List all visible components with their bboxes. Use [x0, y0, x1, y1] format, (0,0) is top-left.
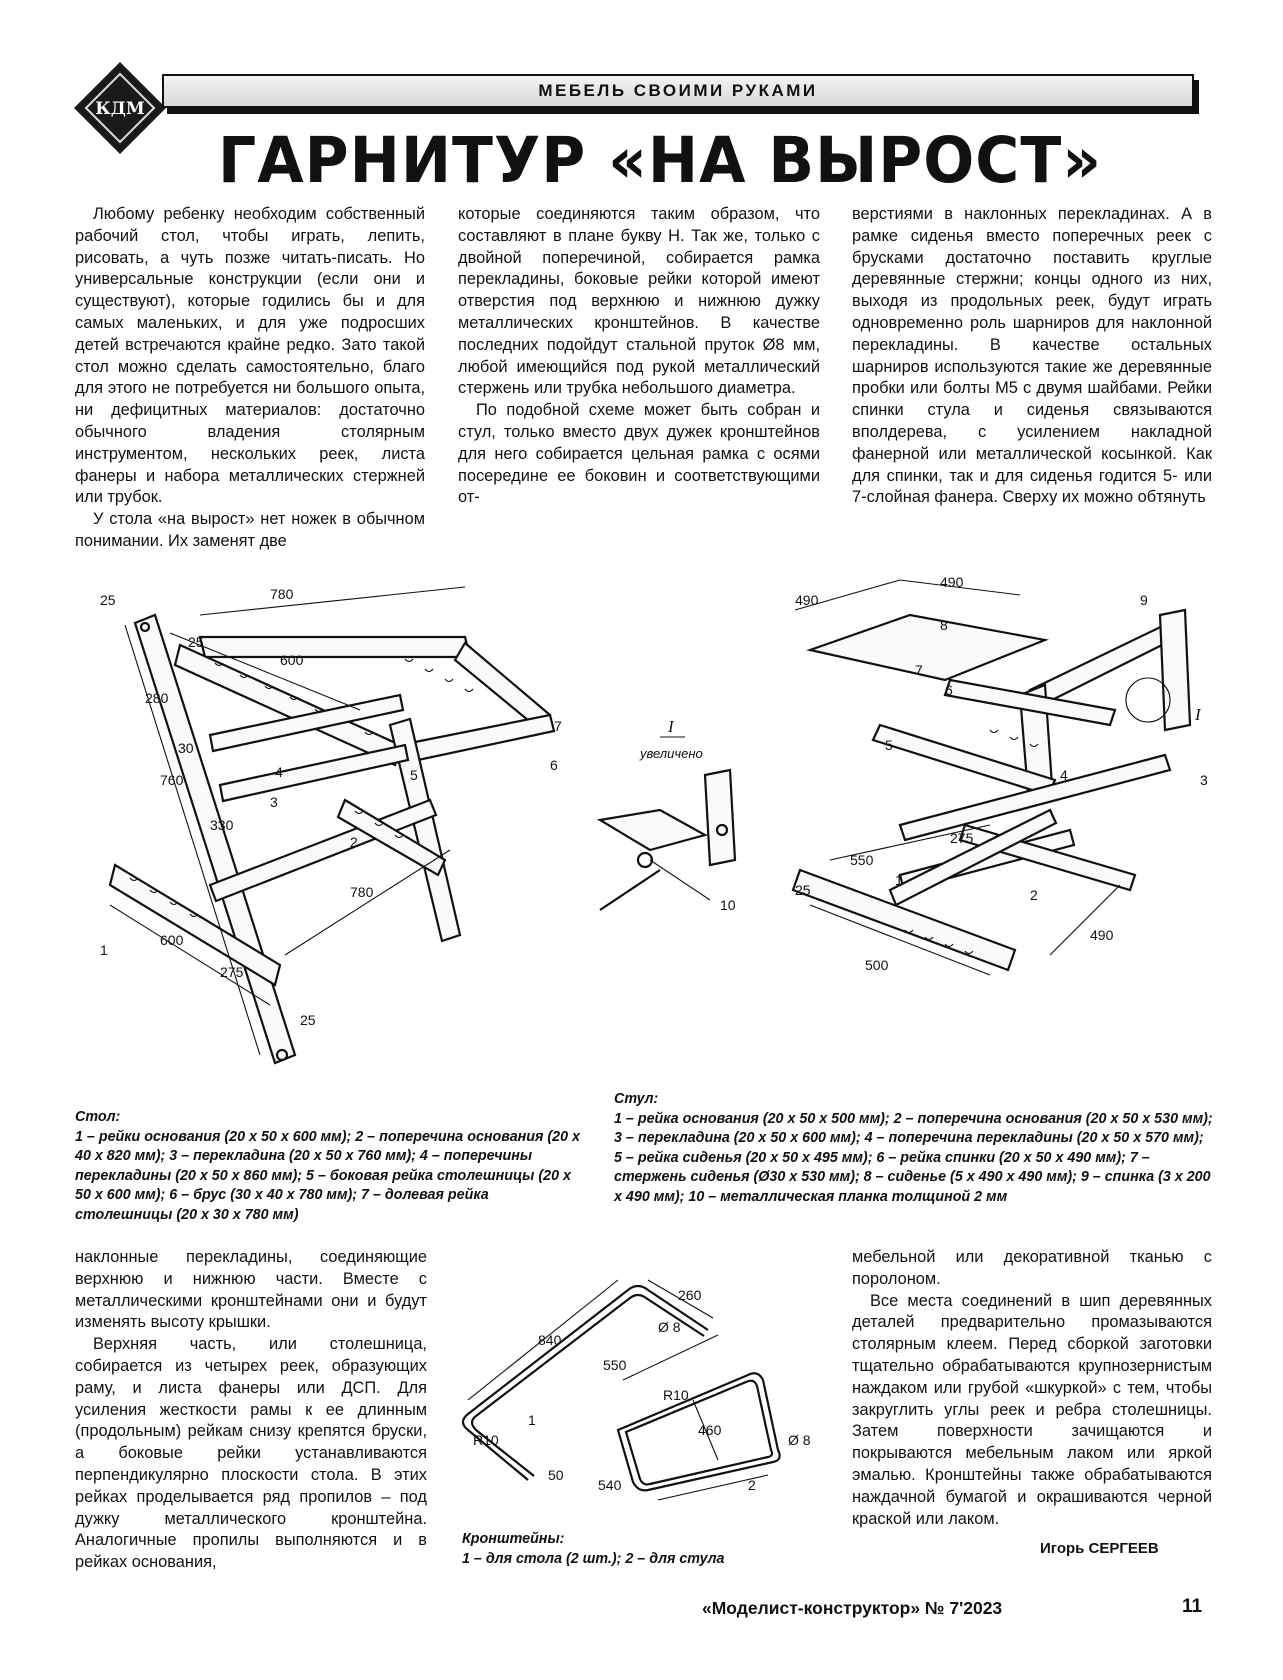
- caption-head: Стол:: [75, 1109, 121, 1125]
- caption-head: Кронштейны:: [462, 1531, 565, 1547]
- dim-r10-b: R10: [663, 1387, 689, 1403]
- dim-275: 275: [950, 830, 974, 846]
- text-column-2: [458, 204, 820, 509]
- caption-body: 1 – рейка основания (20 х 50 х 500 мм); 2 – поперечина основания (20 х 50 х 530 мм); 3 – перекладина (20 х 50 х 600 мм); 4 – поперечина перекладины (20 х 50 х 570 мм); 5 – рейка сиденья (20 х 50 х 495 мм); 6 – рейка спинки (20 х 50 х 490 мм); 7 – стержень сиденья (Ø30 х 530 мм); 8 – сиденье (5 х 490 х 490 мм); 9 – спинка (3 х 200 х 490 мм); 10 – металлическая планка толщиной 2 мм: [614, 1110, 1213, 1205]
- label-3: 3: [270, 794, 278, 810]
- label-9: 9: [1140, 592, 1148, 608]
- dim-30: 30: [178, 740, 194, 756]
- caption-body: 1 – рейки основания (20 х 50 х 600 мм); 2 – поперечина основания (20 х 40 х 820 мм); 3 – перекладина (20 х 50 х 760 мм); 4 – поперечины перекладины (20 х 50 х 860 мм); 5 – боковая рейка столешницы (20 х 50 х 600 мм); 6 – брус (30 х 40 х 780 мм); 7 – долевая рейка столешницы (20 х 30 х 780 мм): [75, 1128, 581, 1223]
- article-title: ГАРНИТУР «НА ВЫРОСТ»: [217, 124, 1103, 198]
- paragraph: У стола «на вырост» нет ножек в обычном понимании. Их заменят две: [75, 510, 425, 550]
- chair-back-top-9: [1030, 620, 1182, 705]
- detail-mark: I: [1195, 705, 1201, 724]
- chair-back-rail-right: [1160, 610, 1190, 730]
- caption-body: 1 – для стола (2 шт.); 2 – для стула: [462, 1550, 725, 1567]
- dim-840: 840: [538, 1332, 562, 1348]
- label-4: 4: [275, 764, 283, 780]
- label-4: 4: [1060, 767, 1068, 783]
- label-2: 2: [350, 834, 358, 850]
- rubric-bar: [162, 74, 1194, 108]
- label-1: 1: [895, 872, 903, 888]
- label-2: 2: [1030, 887, 1038, 903]
- label-1: 1: [100, 942, 108, 958]
- dim-25: 25: [795, 882, 811, 898]
- chair-drawing: [790, 575, 1220, 1075]
- author-name: Игорь СЕРГЕЕВ: [1040, 1540, 1159, 1557]
- detail-mark: I: [668, 717, 674, 736]
- caption-table: [75, 1108, 585, 1226]
- dim-780-top: 780: [270, 586, 294, 602]
- table-drawing: [70, 585, 590, 1100]
- label-6: 6: [550, 757, 558, 773]
- label-2: 2: [748, 1477, 756, 1493]
- chair-seat-8: [810, 615, 1045, 680]
- paragraph: Все места соединений в шип деревянных деталей предварительно промазываются столярным клеем. Перед сборкой заготовки тщательно обрабатываются крупнозернистым наждаком или грубой «шкуркой» с тем, чтобы закруглить углы реек и ребра столешницы. Затем поверхности зачищаются и покрываются мебельным лаком или яркой эмалью. Кронштейны также обрабатываются наждачной бумагой и окрашиваются черной краской или лаком.: [852, 1291, 1212, 1528]
- label-1: 1: [528, 1412, 536, 1428]
- logo-text: КДМ: [95, 99, 145, 119]
- label-8: 8: [940, 617, 948, 633]
- paragraph: По подобной схеме может быть собран и стул, только вместо двух дужек кронштейнов для него собирается цельная рамка с осями посередине ее боковин и соответствующими от-: [458, 401, 820, 507]
- table-rail-front-6: [400, 715, 554, 763]
- text-column-6: [852, 1247, 1212, 1530]
- paragraph: Верхняя часть, или столешница, собирается из четырех реек, образующих раму, и листа фанеры или ДСП. Для усиления жесткости рамы к ее длинным (продольным) рейкам снизу крепятся бруски, а боковые рейки устанавливаются перпендикулярно плоскости стола. В этих рейках проделывается ряд пропилов – под дужку металлического кронштейна. Аналогичные пропилы выполняются и в рейках основания,: [75, 1335, 427, 1572]
- label-3: 3: [1200, 772, 1208, 788]
- caption-brackets: [462, 1530, 822, 1569]
- label-7: 7: [554, 718, 562, 734]
- label-5: 5: [885, 737, 893, 753]
- dim-dia8-a: Ø 8: [658, 1319, 681, 1335]
- dim-25-in: 25: [188, 634, 204, 650]
- dim-550: 550: [603, 1357, 627, 1373]
- detail-note: увеличено: [640, 746, 703, 761]
- dim-r10-a: R10: [473, 1432, 499, 1448]
- label-6: 6: [945, 682, 953, 698]
- paragraph: Любому ребенку необходим собственный рабочий стол, чтобы играть, лепить, рисовать, а чуть позже читать-писать. Но универсальные конструкции (если они и существуют), которые годились бы и для самых маленьких, и для уже подросших детей встречаются крайне редко. Зато такой стол можно сделать самостоятельно, благо для этого не потребуется ни большого опыта, ни дефицитных материалов: достаточно обычного владения столярным инструментом, нескольких реек, листа фанеры и набора металлических стержней или трубок.: [75, 205, 425, 507]
- dim-500: 500: [865, 957, 889, 973]
- paragraph: мебельной или декоративной тканью с поролоном.: [852, 1248, 1212, 1288]
- label-10: 10: [720, 897, 736, 913]
- dim-50: 50: [548, 1467, 564, 1483]
- dim-540: 540: [598, 1477, 622, 1493]
- dim-460: 460: [698, 1422, 722, 1438]
- page-number: 11: [1182, 1596, 1203, 1617]
- detail-bracket: [705, 770, 735, 865]
- paragraph: наклонные перекладины, соединяющие верхнюю и нижнюю части. Вместе с металлическими кронштейнами они и будут изменять высоту крышки.: [75, 1248, 427, 1332]
- rubric-label: МЕБЕЛЬ СВОИМИ РУКАМИ: [538, 81, 818, 100]
- dim-550: 550: [850, 852, 874, 868]
- brackets-drawing: [448, 1250, 838, 1520]
- magazine-logo: [72, 60, 168, 156]
- dim-490-c: 490: [1090, 927, 1114, 943]
- label-5: 5: [410, 767, 418, 783]
- detail-drawing: [590, 710, 790, 925]
- dim-600-base: 600: [160, 932, 184, 948]
- dim-25-top: 25: [100, 592, 116, 608]
- caption-head: Стул:: [614, 1091, 659, 1107]
- dim-760: 760: [160, 772, 184, 788]
- dim-780-bottom: 780: [350, 884, 374, 900]
- dim-260: 260: [678, 1287, 702, 1303]
- paragraph: которые соединяются таким образом, что составляют в плане букву Н. Так же, только с двойной поперечиной, собирается рамка перекладины, боковые рейки которой имеют отверстия под верхнюю и нижнюю дужку металлических кронштейнов. В качестве последних подойдут стальной пруток Ø8 мм, любой имеющийся под рукой металлический стержень или трубка небольшого диаметра.: [458, 205, 820, 398]
- table-crossbar-4b: [220, 745, 408, 801]
- dim-25-bottom: 25: [300, 1012, 316, 1028]
- journal-footer: «Моделист-конструктор» № 7'2023: [702, 1598, 1003, 1618]
- dim-490-b: 490: [940, 575, 964, 590]
- caption-chair: [614, 1090, 1214, 1208]
- dim-490-a: 490: [795, 592, 819, 608]
- text-column-1: [75, 204, 425, 553]
- table-rail-back: [200, 637, 470, 657]
- dim-330: 330: [210, 817, 234, 833]
- text-column-4: [75, 1247, 427, 1574]
- dim-dia8-b: Ø 8: [788, 1432, 811, 1448]
- label-7: 7: [915, 662, 923, 678]
- text-column-3: [852, 204, 1212, 509]
- dim-275: 275: [220, 964, 244, 980]
- paragraph: верстиями в наклонных перекладинах. А в рамке сиденья вместо поперечных реек с брусками достаточно поставить круглые деревянные стержни; концы одного из них, выходя из продольных реек, будут играть одновременно роль шарниров для наклонной перекладины. В качестве остальных шарниров используются такие же деревянные пробки или болты М5 с двумя шайбами. Рейки спинки стула и сиденья связываются вполдерева, с усилением накладной фанерной или металлической косынкой. Как для спинки, так и для сиденья годится 5- или 7-слойная фанера. Сверху их можно обтянуть: [852, 205, 1212, 507]
- dim-600: 600: [280, 652, 304, 668]
- detail-plate: [600, 810, 705, 850]
- dim-280: 280: [145, 690, 169, 706]
